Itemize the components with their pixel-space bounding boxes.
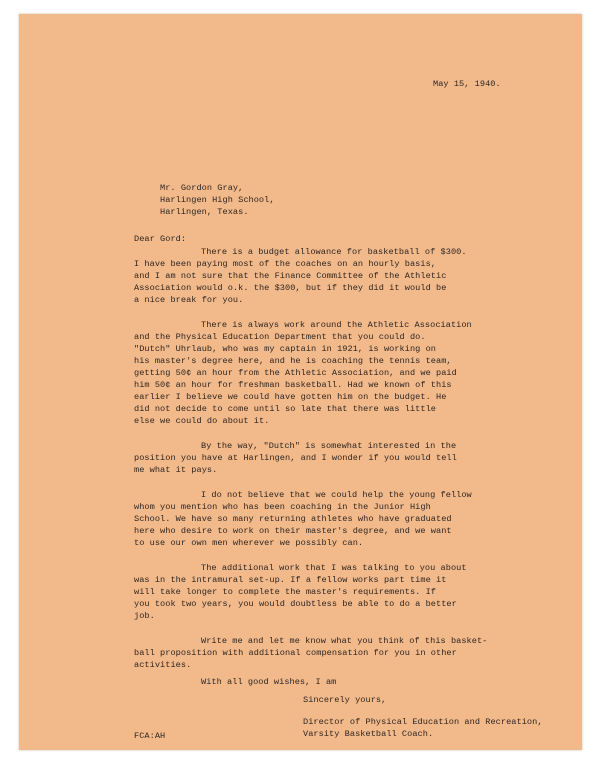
paragraph-5-line-1: The additional work that I was talking to you about: [201, 563, 467, 573]
paragraph-1-line-5: a nice break for you.: [134, 295, 244, 305]
paragraph-6-line-2: ball proposition with additional compensation for you in other: [134, 648, 457, 658]
paragraph-1-line-1: There is a budget allowance for basketball of $300.: [201, 247, 467, 257]
recipient-city: Harlingen, Texas.: [160, 207, 249, 217]
paragraph-4-line-3: School. We have so many returning athletes who have graduated: [134, 514, 452, 524]
paragraph-2-line-5: getting 50¢ an hour from the Athletic Association, and we paid: [134, 368, 457, 378]
paragraph-2-line-9: else we could do about it.: [134, 416, 270, 426]
paragraph-6-line-1: Write me and let me know what you think of this basket-: [201, 636, 488, 646]
paragraph-4-line-1: I do not believe that we could help the young fellow: [201, 490, 472, 500]
paragraph-5-line-5: job.: [134, 611, 155, 621]
paragraph-5-line-4: you took two years, you would doubtless be able to do a better: [134, 599, 457, 609]
paragraph-5-line-3: will take longer to complete the master's requirements. If: [134, 587, 437, 597]
salutation: Dear Gord:: [134, 234, 187, 244]
paragraph-4-line-2: whom you mention who has been coaching in the Junior High: [134, 502, 431, 512]
paragraph-2-line-2: and the Physical Education Department that you could do.: [134, 332, 426, 342]
paragraph-5-line-2: was in the intramural set-up. If a fellow works part time it: [134, 575, 447, 585]
recipient-name: Mr. Gordon Gray,: [160, 183, 244, 193]
letter-date: May 15, 1940.: [433, 79, 501, 89]
paragraph-2-line-8: did not decide to come until so late that there was little: [134, 404, 437, 414]
paragraph-2-line-1: There is always work around the Athletic Association: [201, 320, 472, 330]
recipient-school: Harlingen High School,: [160, 195, 275, 205]
paragraph-2-line-6: him 50¢ an hour for freshman basketball. Had we known of this: [134, 380, 452, 390]
paragraph-1-line-2: I have been paying most of the coaches on an hourly basis,: [134, 259, 437, 269]
signature-title-line-2: Varsity Basketball Coach.: [303, 729, 434, 739]
paragraph-2-line-3: "Dutch" Uhrlaub, who was my captain in 1921, is working on: [134, 344, 437, 354]
paragraph-4-line-5: to use our own men wherever we possibly can.: [134, 538, 364, 548]
paragraph-3-line-2: position you have at Harlingen, and I wonder if you would tell: [134, 453, 457, 463]
complimentary-close: Sincerely yours,: [303, 695, 387, 705]
reference-initials: FCA:AH: [134, 731, 166, 741]
paragraph-3-line-3: me what it pays.: [134, 465, 218, 475]
paragraph-1-line-3: and I am not sure that the Finance Committee of the Athletic: [134, 271, 447, 281]
paragraph-6-line-3: activities.: [134, 660, 192, 670]
paragraph-3-line-1: By the way, "Dutch" is somewhat interested in the: [201, 441, 457, 451]
paragraph-2-line-4: his master's degree here, and he is coaching the tennis team,: [134, 356, 452, 366]
paragraph-1-line-4: Association would o.k. the $300, but if they did it would be: [134, 283, 447, 293]
paragraph-4-line-4: here who desire to work on their master's degree, and we want: [134, 526, 452, 536]
paragraph-2-line-7: earlier I believe we could have gotten him on the budget. He: [134, 392, 447, 402]
signature-title-line-1: Director of Physical Education and Recreation,: [303, 717, 543, 727]
closing-wish: With all good wishes, I am: [201, 677, 337, 687]
